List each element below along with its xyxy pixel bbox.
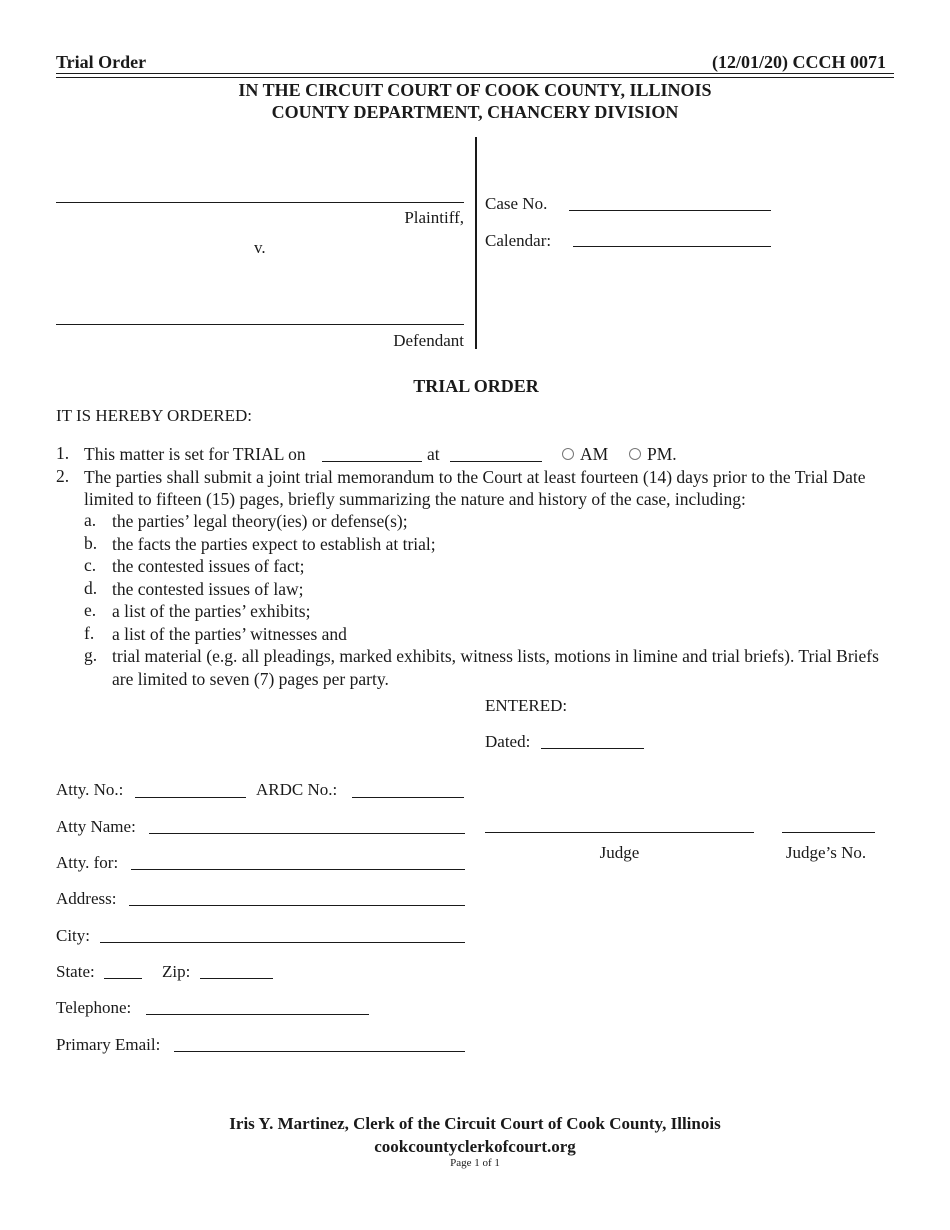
- ardc-no-field[interactable]: [352, 797, 464, 798]
- header-rule: [56, 73, 894, 74]
- clerk-line: Iris Y. Martinez, Clerk of the Circuit Court of Cook County, Illinois: [229, 1114, 721, 1133]
- state-label: State:: [56, 962, 95, 981]
- versus-label: v.: [254, 238, 266, 257]
- pm-label: PM.: [647, 444, 677, 464]
- subitem-letter: b.: [84, 533, 98, 553]
- court-division: COUNTY DEPARTMENT, CHANCERY DIVISION: [271, 102, 679, 122]
- telephone-field[interactable]: [146, 1014, 369, 1015]
- subitem-text: the contested issues of law;: [112, 579, 304, 599]
- pm-radio[interactable]: [629, 448, 641, 460]
- caption-divider: [475, 137, 477, 349]
- clerk-website[interactable]: cookcountyclerkofcourt.org: [374, 1137, 576, 1156]
- dated-label: Dated:: [485, 732, 531, 751]
- atty-for-label: Atty. for:: [56, 853, 119, 872]
- city-label: City:: [56, 926, 91, 945]
- defendant-label: Defendant: [393, 331, 464, 350]
- entered-label: ENTERED:: [485, 696, 568, 715]
- defendant-field[interactable]: [56, 324, 464, 325]
- subitem-letter: f.: [84, 623, 95, 643]
- order-title: TRIAL ORDER: [413, 376, 539, 396]
- item1-text: This matter is set for TRIAL on: [84, 444, 306, 464]
- subitem-text: a list of the parties’ witnesses and: [112, 624, 347, 644]
- calendar-field[interactable]: [573, 246, 771, 247]
- zip-label: Zip:: [162, 962, 191, 981]
- subitem-text: the parties’ legal theory(ies) or defense(s);: [112, 511, 408, 531]
- dated-field[interactable]: [541, 748, 644, 749]
- am-option[interactable]: [562, 443, 608, 465]
- plaintiff-label: Plaintiff,: [404, 208, 464, 227]
- subitem-g-continuation: are limited to seven (7) pages per party.: [112, 669, 389, 689]
- subitem-letter: d.: [84, 578, 98, 598]
- plaintiff-field[interactable]: [56, 202, 464, 203]
- email-label: Primary Email:: [56, 1035, 161, 1054]
- judge-no-field[interactable]: [782, 832, 875, 833]
- court-name: IN THE CIRCUIT COURT OF COOK COUNTY, ILLINOIS: [238, 80, 712, 100]
- item1-number: 1.: [56, 443, 70, 463]
- form-code: (12/01/20) CCCH 0071: [712, 52, 886, 72]
- subitem-letter: a.: [84, 510, 97, 530]
- judge-label: Judge: [599, 843, 640, 862]
- ardc-no-label: ARDC No.:: [256, 780, 338, 799]
- address-label: Address:: [56, 889, 117, 908]
- item1-at: at: [427, 444, 440, 464]
- page-number: Page 1 of 1: [450, 1157, 500, 1169]
- subitem-letter: g.: [84, 645, 98, 665]
- item2-line2: limited to fifteen (15) pages, briefly summarizing the nature and history of the case, including:: [84, 489, 746, 509]
- subitem-text: the facts the parties expect to establish at trial;: [112, 534, 436, 554]
- atty-no-field[interactable]: [135, 797, 246, 798]
- telephone-label: Telephone:: [56, 998, 132, 1017]
- atty-for-field[interactable]: [131, 869, 465, 870]
- atty-no-label: Atty. No.:: [56, 780, 124, 799]
- case-no-field[interactable]: [569, 210, 771, 211]
- email-field[interactable]: [174, 1051, 465, 1052]
- atty-name-label: Atty Name:: [56, 817, 136, 836]
- subitem-letter: c.: [84, 555, 97, 575]
- trial-date-field[interactable]: [322, 461, 422, 462]
- am-radio[interactable]: [562, 448, 574, 460]
- judge-signature-field[interactable]: [485, 832, 754, 833]
- subitem-text: the contested issues of fact;: [112, 556, 305, 576]
- state-field[interactable]: [104, 978, 142, 979]
- case-no-label: Case No.: [485, 194, 548, 213]
- trial-time-field[interactable]: [450, 461, 542, 462]
- header-rule-2: [56, 77, 894, 78]
- am-label: AM: [580, 444, 609, 464]
- item2-number: 2.: [56, 466, 70, 486]
- form-title: Trial Order: [56, 52, 147, 72]
- subitem-letter: e.: [84, 600, 97, 620]
- zip-field[interactable]: [200, 978, 273, 979]
- item2-line1: The parties shall submit a joint trial memorandum to the Court at least fourteen (14) days prior to the Trial Date: [84, 467, 866, 487]
- calendar-label: Calendar:: [485, 231, 552, 250]
- city-field[interactable]: [100, 942, 465, 943]
- atty-name-field[interactable]: [149, 833, 465, 834]
- judge-no-label: Judge’s No.: [785, 843, 867, 862]
- subitem-text: trial material (e.g. all pleadings, marked exhibits, witness lists, motions in limine and trial briefs). Trial Briefs: [112, 646, 879, 666]
- pm-option[interactable]: [629, 443, 677, 465]
- subitem-text: a list of the parties’ exhibits;: [112, 601, 311, 621]
- order-intro: IT IS HEREBY ORDERED:: [56, 406, 252, 425]
- address-field[interactable]: [129, 905, 465, 906]
